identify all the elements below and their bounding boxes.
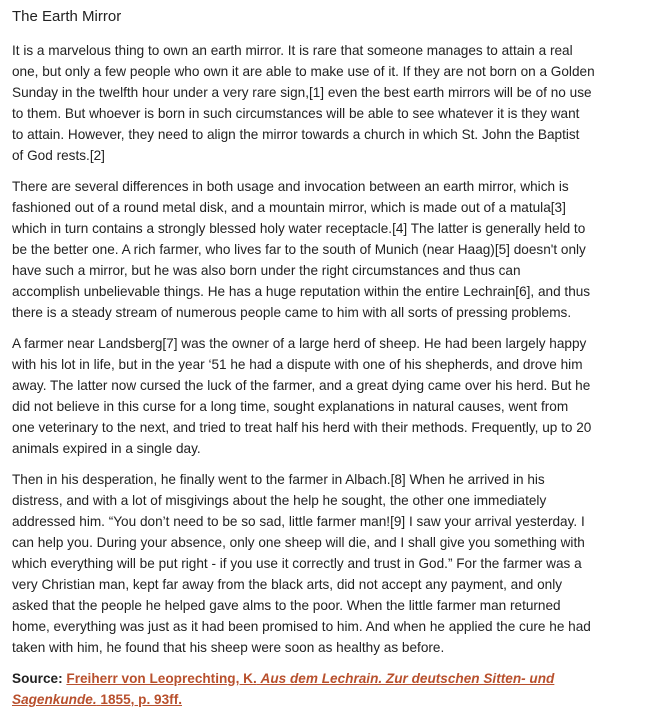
paragraph-line: be the better one. A rich farmer, who lives far to the south of Munich (near Haag)[5] doesn't only xyxy=(12,242,586,257)
paragraph-line: Then in his desperation, he finally went to the farmer in Albach.[8] When he arrived in his xyxy=(12,472,545,487)
source-author: Freiherr von Leoprechting, K. xyxy=(66,671,257,686)
paragraph-line: to them. But whoever is born in such circumstances will be able to see whatever it is they want xyxy=(12,106,580,121)
paragraph-line: It is a marvelous thing to own an earth mirror. It is rare that someone manages to attain a real xyxy=(12,43,573,58)
paragraph-line: away. The latter now cursed the luck of the farmer, and a great dying came over his herd. But he xyxy=(12,378,591,393)
paragraph-line: of God rests.[2] xyxy=(12,148,105,163)
paragraph-line: taken with him, he found that his sheep were soon as healthy as before. xyxy=(12,640,445,655)
paragraph xyxy=(12,40,633,166)
paragraph-line: very Christian man, kept far away from the black arts, did not accept any payment, and only xyxy=(12,577,563,592)
paragraph-line: animals expired in a single day. xyxy=(12,441,201,456)
source-work-title-line1: Aus dem Lechrain. Zur deutschen Sitten- und xyxy=(260,671,555,686)
source-link[interactable] xyxy=(66,671,554,686)
paragraph-line: one, but only a few people who own it are able to make use of it. If they are not born on a Golden xyxy=(12,64,595,79)
paragraph-line: distress, and with a lot of misgivings about the help he sought, the other one immediately xyxy=(12,493,547,508)
paragraph-line: Sunday in the twelfth hour under a very rare sign,[1] even the best earth mirrors will be of no use xyxy=(12,85,592,100)
paragraph xyxy=(12,333,633,459)
paragraph-line: with his lot in life, but in the year ‘51 he had a dispute with one of his shepherds, and drove him xyxy=(12,357,583,372)
source-citation xyxy=(12,668,633,710)
page-title: The Earth Mirror xyxy=(12,8,122,25)
paragraph-line: can help you. During your absence, only one sheep will die, and I shall give you something with xyxy=(12,535,585,550)
source-pages: 1855, p. 93ff. xyxy=(100,692,182,707)
paragraph-line: accomplish unbelievable things. He has a huge reputation within the entire Lechrain[6], and thus xyxy=(12,284,591,299)
paragraph xyxy=(12,469,633,658)
paragraph-line: home, everything was just as it had been promised to him. And when he applied the cure he had xyxy=(12,619,591,634)
paragraph-line: There are several differences in both usage and invocation between an earth mirror, which is xyxy=(12,179,569,194)
source-label: Source: xyxy=(12,671,63,686)
source-line-1 xyxy=(12,668,633,689)
source-link-continued[interactable] xyxy=(12,692,182,707)
article-body xyxy=(12,40,633,658)
source-line-2 xyxy=(12,689,633,710)
paragraph-line: addressed him. “You don’t need to be so sad, little farmer man![9] I saw your arrival yesterday. I xyxy=(12,514,585,529)
paragraph-line: asked that the people he helped gave alms to the poor. When the little farmer man returned xyxy=(12,598,561,613)
paragraph-line: to attain. However, they need to align the mirror towards a church in which St. John the Baptist xyxy=(12,127,580,142)
paragraph-line: A farmer near Landsberg[7] was the owner of a large herd of sheep. He had been largely happy xyxy=(12,336,587,351)
paragraph-line: did not believe in this curse for a long time, sought explanations in natural causes, went from xyxy=(12,399,569,414)
paragraph-line: one veterinary to the next, and tried to treat half his herd with their methods. Frequently, up to 20 xyxy=(12,420,592,435)
source-work-title-line2: Sagenkunde. xyxy=(12,692,97,707)
paragraph-line: have such a mirror, but he was also born under the right circumstances and thus can xyxy=(12,263,521,278)
paragraph-line: which in turn contains a strongly blessed holy water receptacle.[4] The latter is generally held to xyxy=(12,221,586,236)
paragraph-line: which everything will be put right - if you use it correctly and trust in God.” For the farmer was a xyxy=(12,556,582,571)
paragraph xyxy=(12,176,633,323)
paragraph-line: fashioned out of a round metal disk, and a mountain mirror, which is made out of a matula[3] xyxy=(12,200,566,215)
paragraph-line: there is a steady stream of numerous people came to him with all sorts of pressing problems. xyxy=(12,305,572,320)
